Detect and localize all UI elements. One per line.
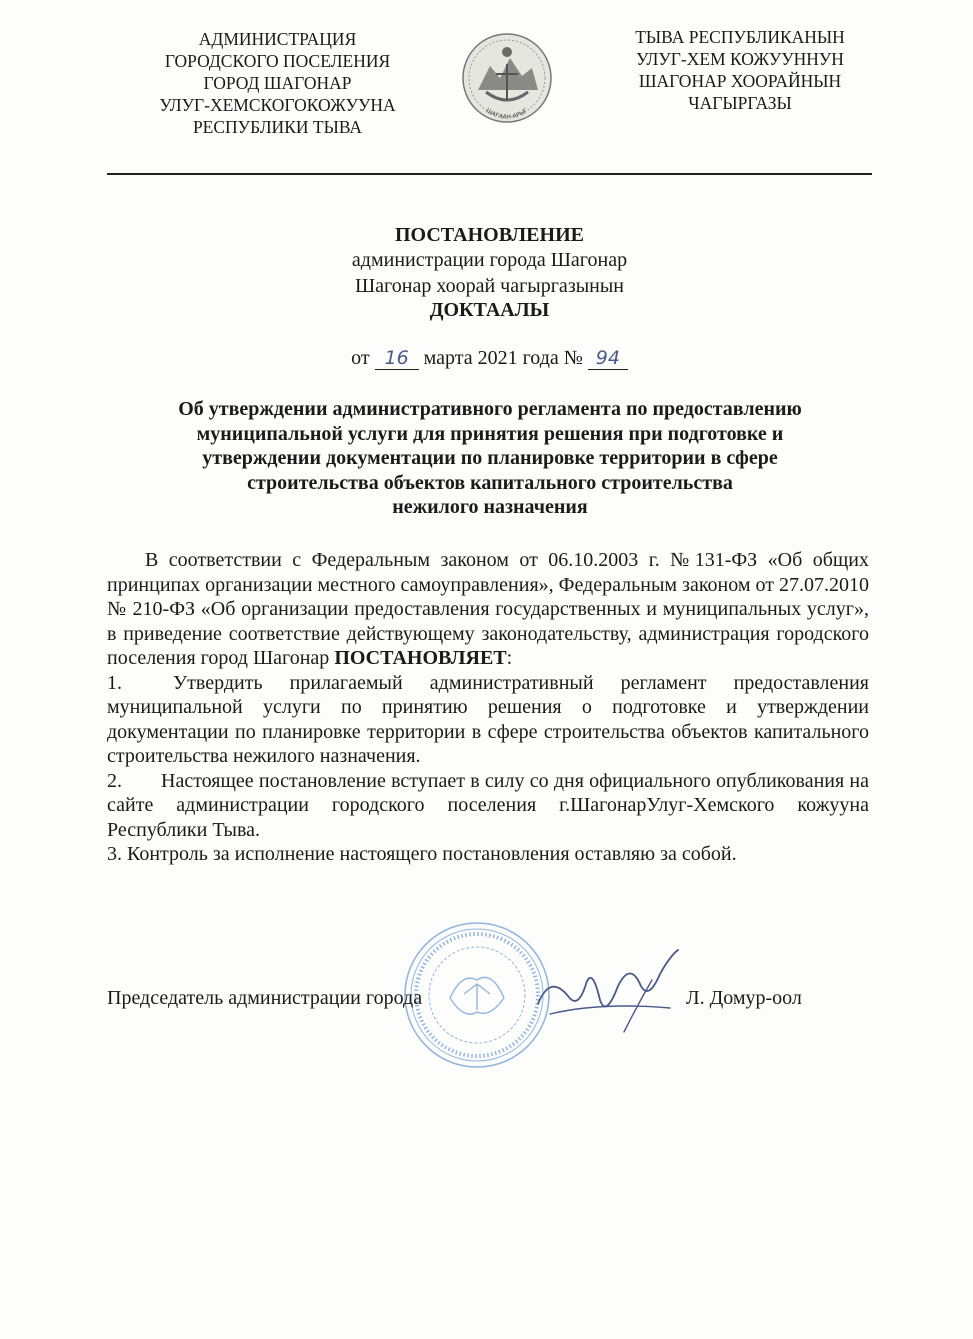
date-prefix: от (351, 347, 370, 369)
item-text: Настоящее постановление вступает в силу со дня официального опубликования на сайте администрации городского поселения г.ШагонарУлуг-Хемского кожууна Республики Тыва. (107, 769, 869, 841)
signer-name: Л. Домур-оол (686, 987, 802, 1009)
subject-line: нежилого назначения (392, 496, 588, 518)
document-type-title-tuvan: ДОКТААЛЫ (429, 299, 550, 321)
resolution-item (107, 769, 869, 843)
subject-line: строительства объектов капитального строительства (247, 471, 733, 494)
intro-text: В соответствии с Федеральным законом от 06.10.2003 г. №131-ФЗ «Об общих принципах организации местного самоуправления», Федеральным законом от 27.07.2010 № 210-ФЗ «Об организации предоставления государственных и муниципальных услуг», в приведение соответствие действующему законодательству, администрация городского поселения город Шагонар (107, 549, 869, 669)
resolution-item (107, 842, 869, 867)
date-number-line (107, 345, 872, 371)
header-russian-authority (140, 28, 415, 138)
resolution-keyword-suffix: : (506, 647, 513, 669)
date-month-year: марта 2021 года № (423, 347, 583, 369)
item-text: Утвердить прилагаемый административный регламент предоставления муниципальной услуги по принятию решения о подготовке и утверждении документации по планировке территории в сфере строительства объектов капитального строительства нежилого назначения. (107, 671, 869, 767)
date-day-field: 16 (375, 347, 419, 370)
subject-heading (120, 397, 860, 520)
resolution-keyword: ПОСТАНОВЛЯЕТ (334, 647, 507, 669)
header-left-line: ГОРОД ШАГОНАР (203, 73, 352, 93)
header-right-line: ТЫВА РЕСПУБЛИКАНЫН (635, 27, 845, 47)
emblem-caption: ШАГААН-АРЫГ (484, 106, 530, 121)
header-left-line: РЕСПУБЛИКИ ТЫВА (192, 117, 363, 137)
document-number-field: 94 (588, 347, 628, 370)
handwritten-signature-icon (520, 944, 690, 1044)
header-right-line: ЧАГЫРГАЗЫ (688, 93, 792, 113)
header-right-line: ШАГОНАР ХООРАЙНЫН (638, 71, 842, 91)
header-tuvan-authority (600, 26, 880, 114)
signer-position: Председатель администрации города (107, 987, 423, 1009)
item-text: Контроль за исполнение настоящего постановления оставляю за собой. (122, 843, 737, 865)
city-coat-of-arms-icon (460, 30, 554, 126)
header-right-line: УЛУГ-ХЕМ КОЖУУННУН (636, 49, 844, 69)
subject-line: Об утверждении административного регламента по предоставлению (178, 398, 802, 420)
document-type-title: ПОСТАНОВЛЕНИЕ (395, 224, 584, 246)
issuer-line-russian: администрации города Шагонар (351, 249, 628, 271)
header-left-line: АДМИНИСТРАЦИЯ (198, 29, 357, 49)
subject-line: утверждении документации по планировке территории в сфере (202, 447, 778, 469)
document-body (107, 548, 869, 867)
intro-paragraph (107, 548, 869, 671)
item-number: 2. (107, 769, 122, 792)
issuer-line-tuvan: Шагонар хоорай чагыргазынын (355, 275, 624, 297)
subject-line: муниципальной услуги для принятия решения при подготовке и (196, 422, 784, 445)
item-number: 1. (107, 671, 122, 694)
header-left-line: ГОРОДСКОГО ПОСЕЛЕНИЯ (164, 51, 391, 71)
resolution-item (107, 671, 869, 769)
header-left-line: УЛУГ-ХЕМСКОГОКОЖУУНА (159, 95, 396, 115)
item-number: 3. (107, 843, 122, 865)
header-divider (107, 173, 872, 175)
